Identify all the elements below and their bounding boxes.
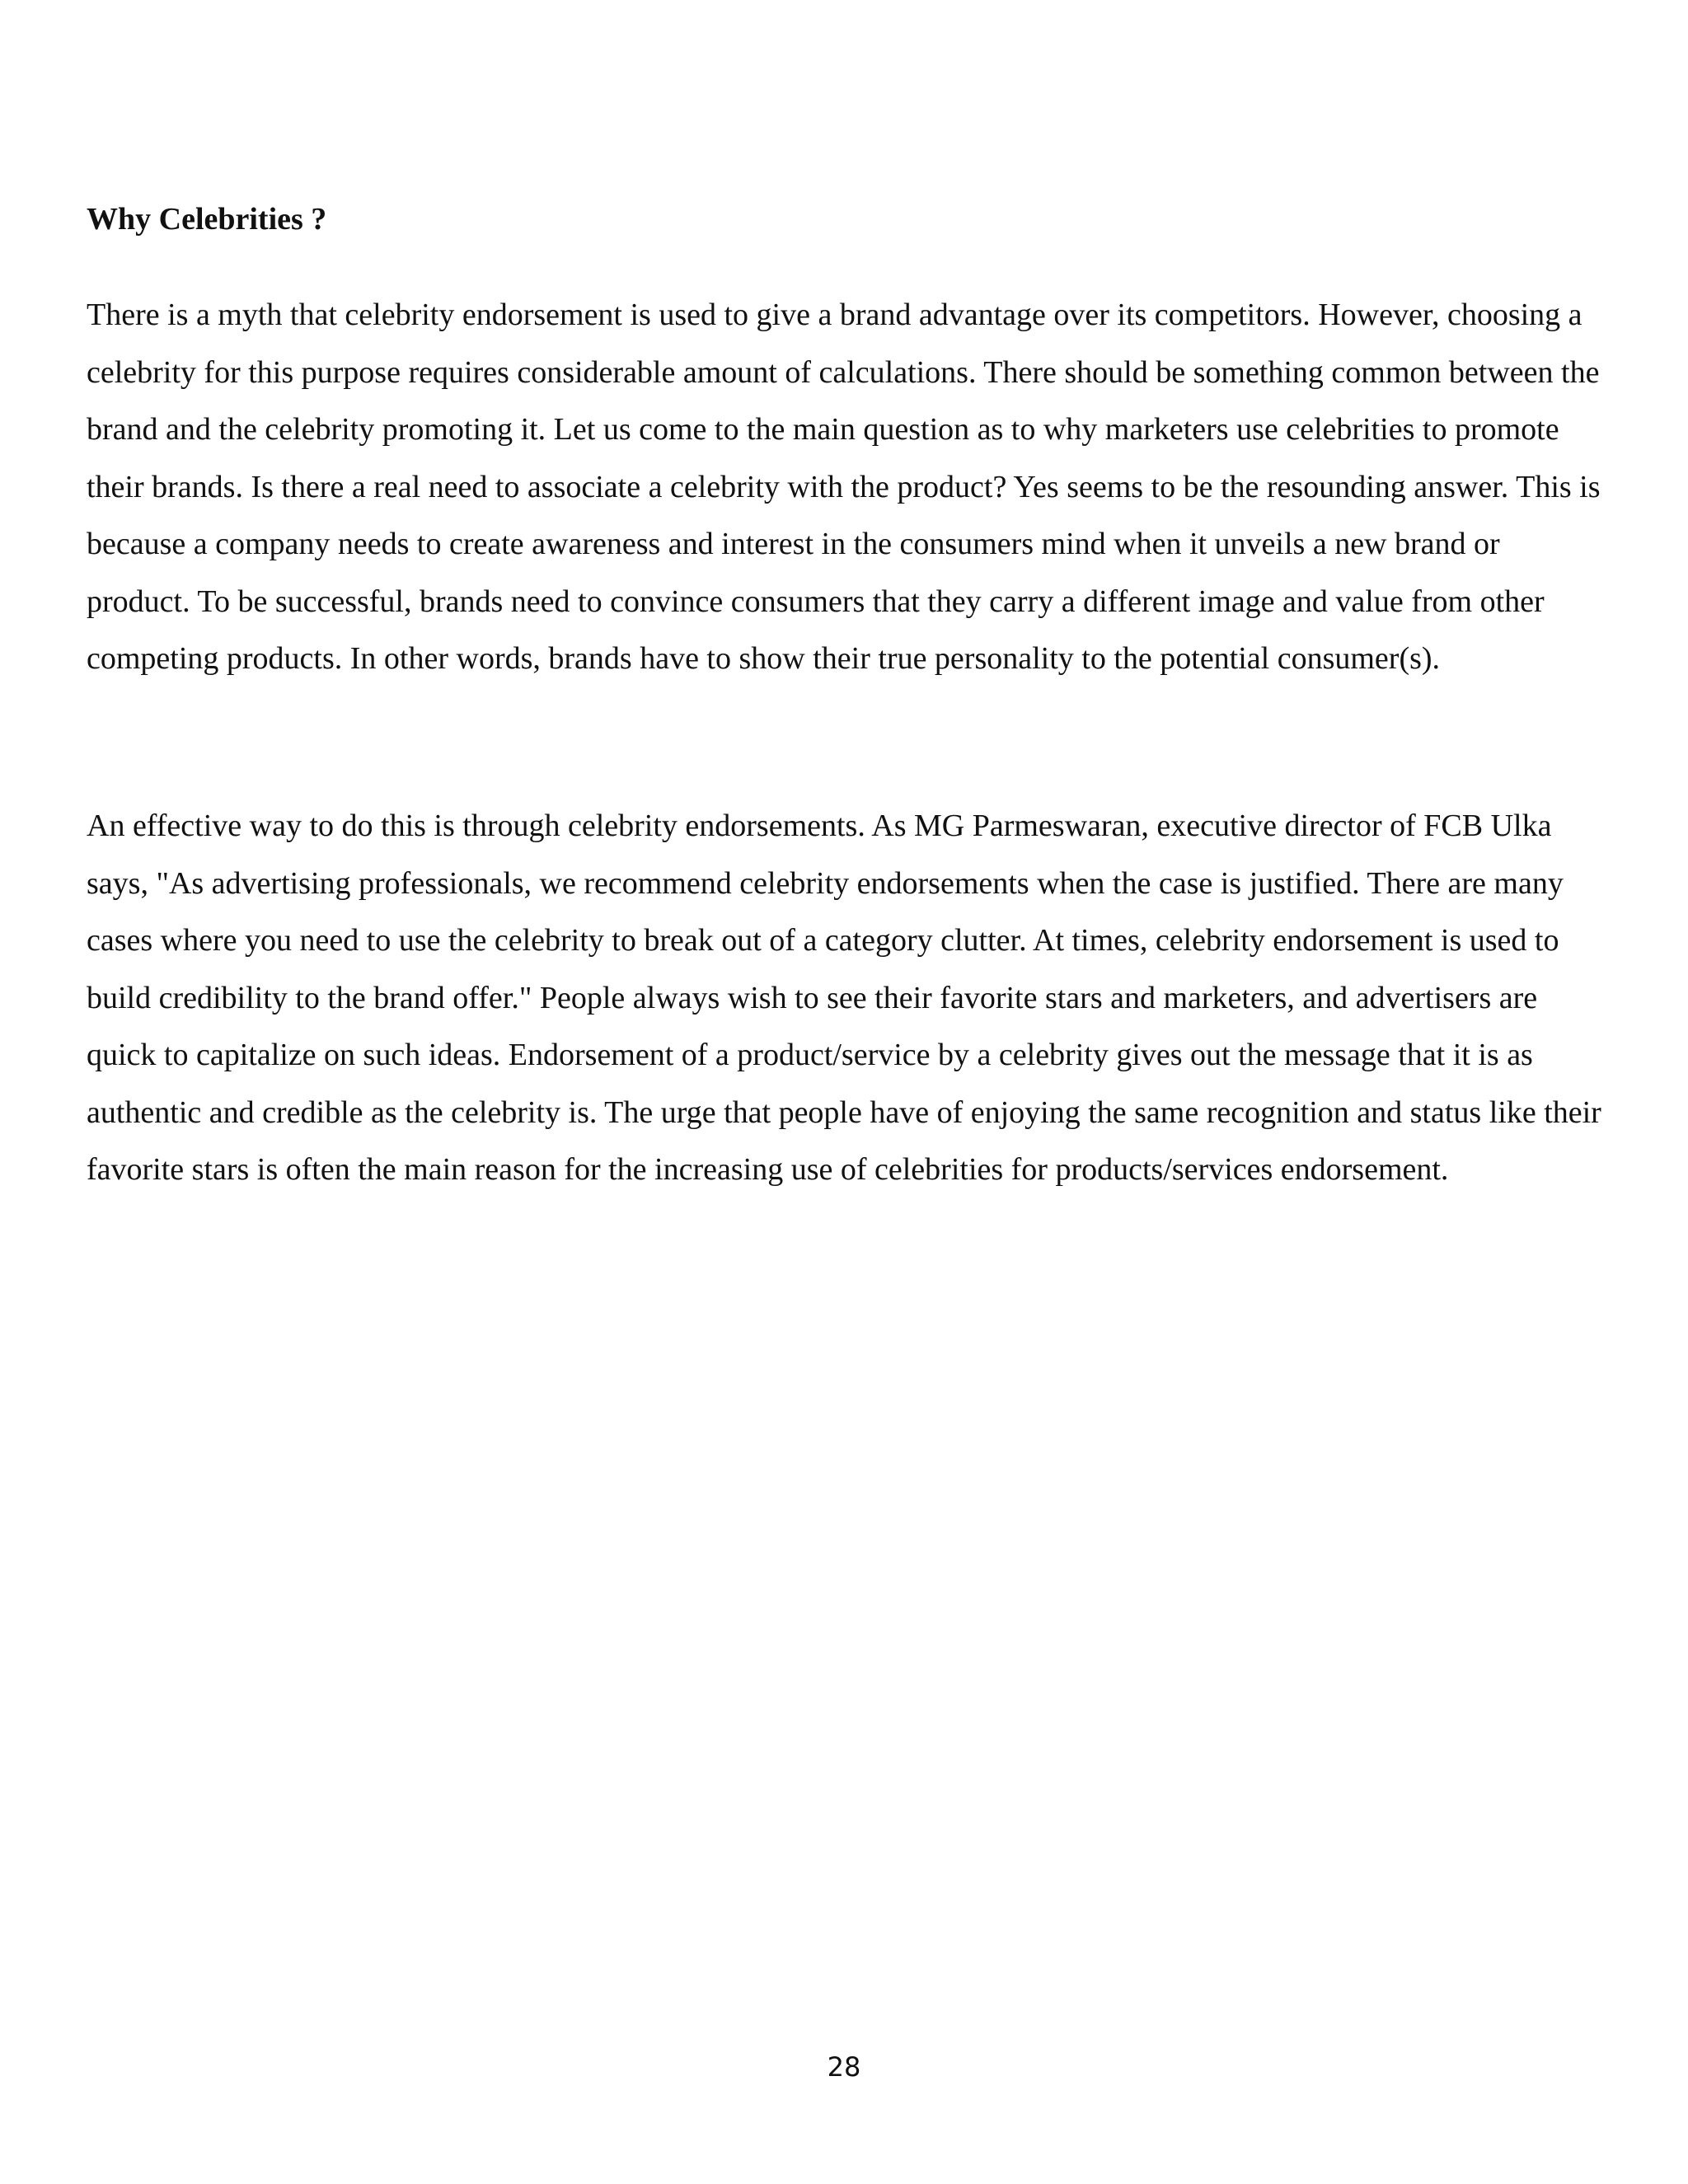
- paragraph-1: There is a myth that celebrity endorsement is used to give a brand advantage over its competitors. However, choosing a celebrity for this purpose requires considerable amount of calculations. There should be something common between the brand and the celebrity promoting it. Let us come to the main question as to why marketers use celebrities to promote their brands. Is there a real need to associate a celebrity with the product? Yes seems to be the resounding answer. This is because a company needs to create awareness and interest in the consumers mind when it unveils a new brand or product. To be successful, brands need to convince consumers that they carry a different image and value from other competing products. In other words, brands have to show their true personality to the potential consumer(s).: [87, 298, 1601, 676]
- paragraph-2: An effective way to do this is through celebrity endorsements. As MG Parmeswaran, executive director of FCB Ulka says, "As advertising professionals, we recommend celebrity endorsements when the case is justified. There are many cases where you need to use the celebrity to break out of a category clutter. At times, celebrity endorsement is used to build credibility to the brand offer." People always wish to see their favorite stars and marketers, and advertisers are quick to capitalize on such ideas. Endorsement of a product/service by a celebrity gives out the message that it is as authentic and credible as the celebrity is. The urge that people have of enjoying the same recognition and status like their favorite stars is often the main reason for the increasing use of celebrities for products/services endorsement.: [87, 808, 1601, 1187]
- page-number: 28: [827, 2051, 861, 2083]
- section-heading: Why Celebrities ?: [87, 202, 327, 237]
